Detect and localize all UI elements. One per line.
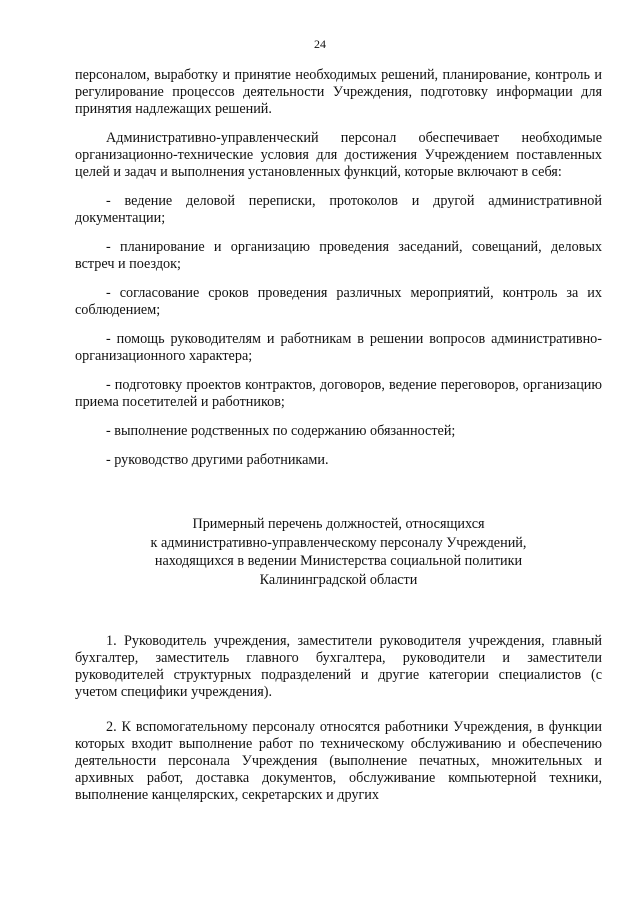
heading-line: находящихся в ведении Министерства социальной политики	[154, 553, 523, 569]
heading-line: Калининградской области	[259, 571, 418, 588]
list-item-contracts: - подготовку проектов контрактов, договоров, ведение переговоров, организацию приема посетителей и работников;	[75, 377, 602, 410]
numbered-item-2: 2. К вспомогательному персоналу относятся работники Учреждения, в функции которых входит выполнение работ по техническому обслуживанию и обеспечению деятельности персонала Учреждения (выполнение печатных, множительных и архивных работ, доставка документов, обслуживание компьютерной техники, выполнение канцелярских, секретарских и других	[75, 719, 602, 803]
list-item-meetings: - планирование и организацию проведения заседаний, совещаний, деловых встреч и поездок;	[75, 239, 602, 272]
page-number: 24	[314, 37, 326, 51]
numbered-item-1: 1. Руководитель учреждения, заместители руководителя учреждения, главный бухгалтер, заместитель главного бухгалтера, руководители и заместители руководителей структурных подразделений и другие категории специалистов (с учетом специфики учреждения).	[75, 633, 602, 700]
paragraph-admin-staff: Административно-управленческий персонал обеспечивает необходимые организационно-технические условия для достижения Учреждением поставленных целей и задач и выполнения установленных функций, которые включают в себя:	[75, 130, 602, 180]
section-heading	[75, 515, 602, 589]
list-item-correspondence: - ведение деловой переписки, протоколов и другой административной документации;	[75, 193, 602, 226]
document-body	[75, 67, 602, 816]
paragraph-continuation: персоналом, выработку и принятие необходимых решений, планирование, контроль и регулирование процессов деятельности Учреждения, подготовку информации для принятия надлежащих решений.	[75, 67, 602, 117]
list-item-assistance: - помощь руководителям и работникам в решении вопросов административно-организационного характера;	[75, 331, 602, 364]
list-item-management: - руководство другими работниками.	[106, 452, 329, 468]
heading-line: Примерный перечень должностей, относящихся	[192, 516, 485, 532]
heading-line: к административно-управленческому персоналу Учреждений,	[150, 534, 527, 551]
list-item-related-duties: - выполнение родственных по содержанию обязанностей;	[106, 423, 456, 439]
list-item-scheduling: - согласование сроков проведения различных мероприятий, контроль за их соблюдением;	[75, 285, 602, 318]
